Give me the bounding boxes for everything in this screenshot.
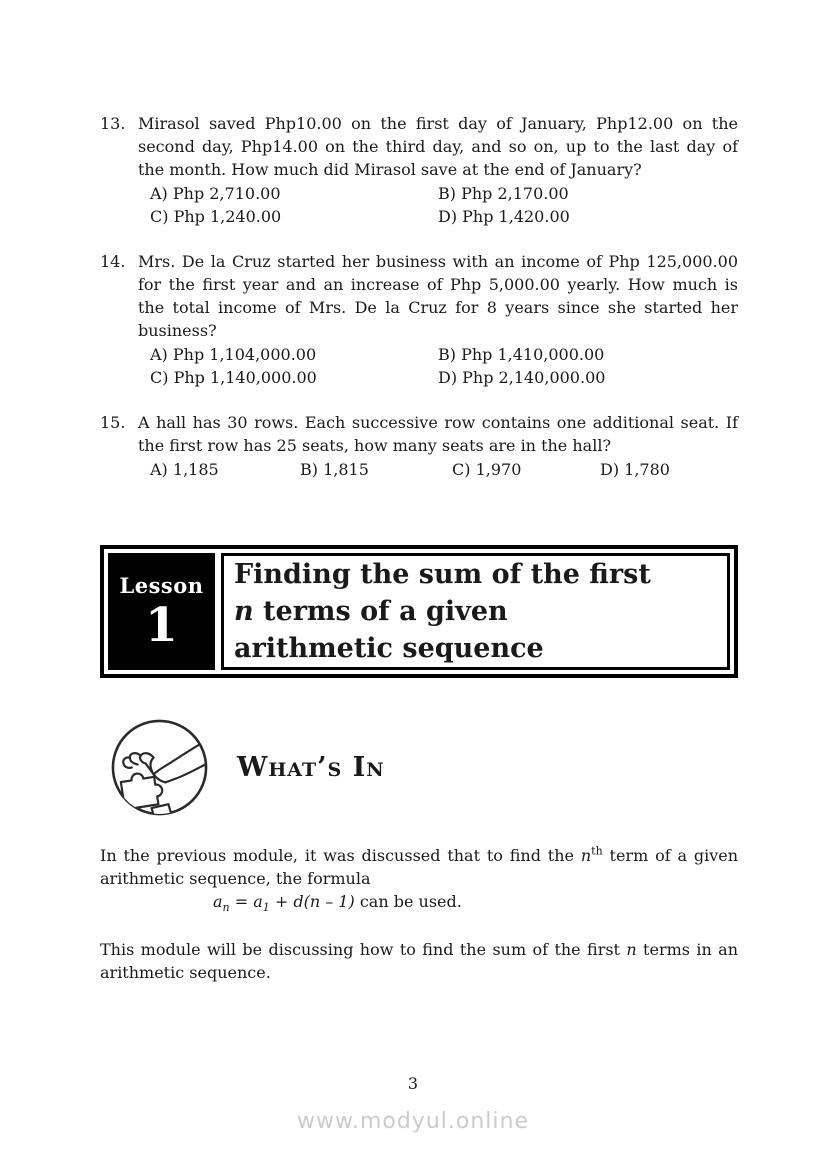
lesson-title-line-2-text: terms of a given: [253, 596, 508, 627]
intro-paragraph-1: [100, 844, 738, 890]
question-number: 13.: [100, 114, 126, 133]
option-b: B) Php 1,410,000.00: [438, 345, 605, 364]
option-b: B) 1,815: [300, 460, 369, 479]
math-variable: a: [213, 892, 223, 911]
intro-paragraph-2: [100, 938, 738, 984]
math-variable: n: [580, 846, 592, 865]
question-15: [100, 411, 738, 481]
question-options: [138, 182, 738, 228]
subscript: 1: [262, 901, 270, 915]
lesson-label: Lesson: [119, 572, 204, 598]
math-term: d(n – 1): [293, 892, 355, 911]
whats-in-heading: What’s In: [237, 751, 385, 783]
question-13: [100, 112, 738, 228]
lesson-title-line-2: [234, 593, 717, 630]
question-body: [138, 250, 738, 389]
superscript: th: [591, 844, 603, 858]
math-variable: n: [234, 596, 254, 627]
lesson-number-box: [108, 553, 215, 670]
option-c: C) 1,970: [452, 460, 522, 479]
option-c: C) Php 1,240.00: [150, 207, 282, 226]
text-segment: can be used.: [354, 892, 462, 911]
lesson-number: 1: [145, 597, 178, 653]
option-d: D) Php 1,420.00: [438, 207, 570, 226]
text-segment: This module will be discussing how to find the sum of the first: [100, 940, 627, 959]
question-number: 14.: [100, 252, 126, 271]
operator: =: [229, 892, 254, 911]
page-number: 3: [407, 1074, 419, 1093]
question-body: [138, 411, 738, 481]
question-body: [138, 112, 738, 228]
math-variable: a: [253, 892, 263, 911]
lesson-banner: [100, 545, 738, 678]
operator: +: [269, 892, 294, 911]
whats-in-section: [100, 715, 738, 819]
option-c: C) Php 1,140,000.00: [150, 368, 317, 387]
text-segment: terms in an arithmetic sequence.: [100, 940, 739, 982]
question-14: [100, 250, 738, 389]
question-text: Mirasol saved Php10.00 on the first day of January, Php12.00 on the second day, Php14.00 on the third day, and so on, up to the last day of the month. How much did Mirasol save at the end of January?: [138, 114, 738, 179]
text-segment: term of a given arithmetic sequence, the formula: [100, 846, 739, 888]
option-a: A) Php 1,104,000.00: [150, 345, 317, 364]
subscript: n: [222, 901, 230, 915]
lesson-title-line-3: arithmetic sequence: [234, 633, 544, 664]
question-options: [138, 343, 738, 389]
question-text: A hall has 30 rows. Each successive row contains one additional seat. If the first row has 25 seats, how many seats are in the hall?: [138, 413, 738, 455]
hand-puzzle-icon: [108, 716, 211, 819]
watermark: www.modyul.online: [297, 1109, 529, 1134]
text-segment: In the previous module, it was discussed that to find the: [100, 846, 581, 865]
lesson-title-line-1: Finding the sum of the first: [234, 559, 651, 590]
lesson-title: [221, 553, 730, 670]
option-a: A) 1,185: [150, 460, 219, 479]
option-a: A) Php 2,710.00: [150, 184, 281, 203]
option-d: D) 1,780: [600, 460, 670, 479]
question-number: 15.: [100, 413, 126, 432]
question-text: Mrs. De la Cruz started her business with an income of Php 125,000.00 for the first year and an increase of Php 5,000.00 yearly. How much is the total income of Mrs. De la Cruz for 8 years since she started her business?: [138, 252, 738, 340]
math-variable: n: [626, 940, 637, 959]
option-b: B) Php 2,170.00: [438, 184, 569, 203]
option-d: D) Php 2,140,000.00: [438, 368, 606, 387]
formula: [100, 890, 738, 913]
page-content: [100, 112, 738, 984]
question-options: [138, 458, 738, 481]
